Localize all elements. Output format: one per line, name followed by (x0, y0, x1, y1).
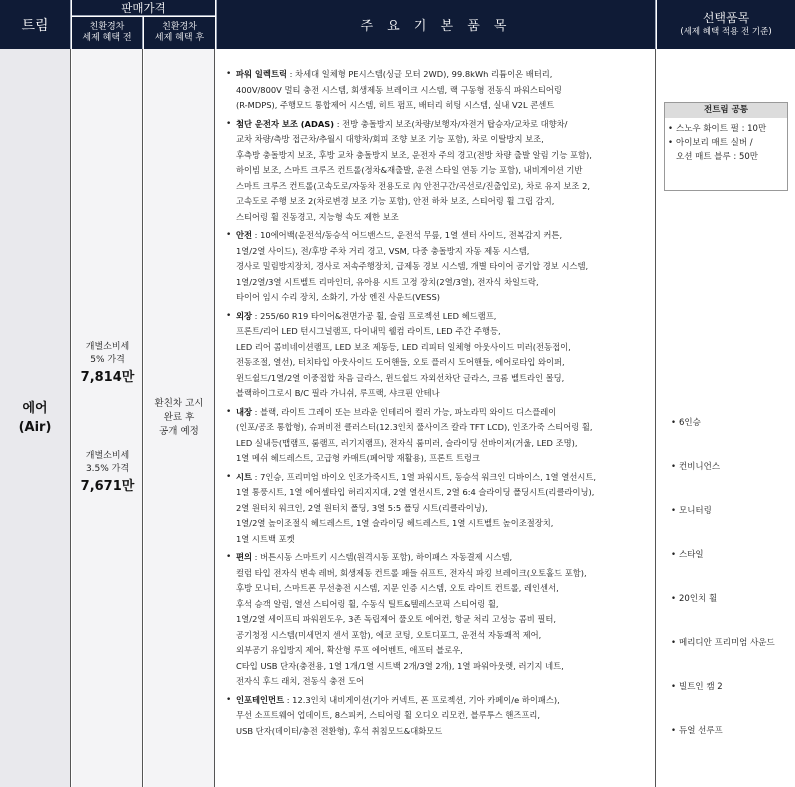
feature-line: 전동조절, 열선), 터치타입 아웃사이드 도어핸들, 오토 플러시 도어핸들, 에어로타입 와이퍼, (236, 357, 565, 367)
feature-text: : 255/60 R19 타이어&전면가공 휠, 슬림 프로젝션 LED 헤드램프, (252, 310, 497, 321)
feature-line: 프론트/리어 LED 턴시그널램프, 다이내믹 웰컴 라이트, LED 주간 주행등, (236, 326, 501, 336)
feature-category: 시트 (236, 471, 253, 482)
price-value: 7,814만 (80, 370, 135, 385)
common-options-box (664, 102, 788, 191)
feature-category: 첨단 운전자 보조 (ADAS) (236, 118, 335, 129)
feature-line: 무선 소프트웨어 업데이트, 8스피커, 스티어링 휠 오디오 리모컨, 블루투스 핸즈프리, (236, 710, 541, 720)
options-header-title: 선택품목 (702, 11, 750, 25)
price-before-header-line: 세제 혜택 전 (82, 33, 132, 43)
feature-line: 1열/2열/3열 시트벨트 리마인더, 유아용 시트 고정 장치(2열/3열), 전자식 차일드락, (236, 276, 539, 287)
price-after-header-line: 친환경차 (162, 22, 197, 32)
price-before-header-line: 친환경차 (89, 22, 125, 32)
feature-text: : 전방 충돌방지 보조(차량/보행자/자전거 탑승자/교차로 대향차/ (334, 118, 568, 129)
common-option-item (668, 122, 787, 136)
price-label: 5% 가격 (90, 355, 125, 365)
common-option-line: 오션 매트 블루 : 50만 (676, 152, 758, 162)
price-label: 3.5% 가격 (85, 464, 130, 474)
feature-line: 윈드쉴드/1열/2열 이중접합 차음 글라스, 윈드쉴드 자외선차단 글라스, 크롬 벨트라인 몰딩, (236, 372, 565, 383)
main-items-list (225, 67, 653, 742)
feature-line (236, 67, 653, 83)
common-option-line: • 스노우 화이트 펄 : 10만 (676, 124, 767, 134)
feature-line: 스마트 크루즈 컨트롤(고속도로/자동차 전용도로 內 안전구간/곡선로/진출입로), 차로 유지 보조 2, (236, 180, 590, 191)
price-after-line: 환친차 고시 (154, 398, 204, 409)
feature-line: 1열 시트백 포켓 (236, 533, 295, 544)
options-header-subtitle: (세제 혜택 적용 전 기준) (680, 27, 772, 37)
price-3-5pct (72, 450, 143, 497)
price-after-cell (144, 49, 215, 787)
feature-category: 내장 (236, 406, 253, 417)
price-header (72, 0, 215, 16)
feature-line: LED 리어 콤비네이션램프, LED 보조 제동등, LED 리피터 일체형 아웃사이드 미러(전동접이, (236, 341, 571, 352)
feature-category: 인포테인먼트 (236, 694, 285, 705)
feature-line (236, 228, 653, 244)
common-option-item (668, 136, 787, 164)
common-option-line: • 아이보리 매트 실버 / (676, 138, 753, 148)
feature-line: 1열 통풍시트, 1열 에어셀타입 허리지지대, 2열 열선시트, 2열 6:4 슬라이딩 폴딩시트(리클라이닝), (236, 487, 595, 497)
option-package-item: • 6인승 (671, 417, 701, 429)
feature-line: 공기청정 시스템(미세먼지 센서 포함), 에코 코팅, 오토디포그, 운전석 자동쾌적 제어, (236, 629, 542, 640)
feature-text: : 7인승, 프리미엄 바이오 인조가죽시트, 1열 파워시트, 동승석 워크인 디바이스, 1열 열선시트, (252, 471, 597, 482)
feature-item (225, 405, 653, 467)
price-after-header (144, 17, 215, 49)
feature-text: : 10에어백(운전석/동승석 어드밴스드, 운전석 무릎, 1열 센터 사이드, 전복감지 커튼, (252, 230, 563, 240)
feature-line: 경사로 밀림방지장치, 경사로 저속주행장치, 급제동 경보 시스템, 개별 타이어 공기압 경보 시스템, (236, 261, 589, 271)
common-options-list (665, 118, 787, 164)
feature-category: 외장 (236, 310, 253, 321)
price-after-line: 공개 예정 (159, 426, 199, 437)
trim-cell (0, 49, 71, 787)
feature-line: 교차 차량/측방 접근차/추월시 대향차/회피 조향 보조 기능 포함), 차로 이탈방지 보조, (236, 134, 544, 144)
option-package-item: • 20인치 휠 (671, 593, 717, 605)
price-before-cell (72, 49, 143, 787)
feature-line: 2열 원터치 워크인, 2열 원터치 폴딩, 3열 5:5 폴딩 시트(리클라이닝), (236, 502, 488, 513)
feature-line: (R-MDPS), 주행모드 통합제어 시스템, 히트 펌프, 배터리 히팅 시스템, 실내 V2L 콘센트 (236, 100, 555, 110)
price-label: 개별소비세 (85, 342, 130, 352)
main-items-cell (216, 49, 656, 787)
feature-item (225, 228, 653, 306)
feature-line (236, 550, 653, 566)
feature-item (225, 67, 653, 114)
feature-line: 외부공기 유입방지 제어, 확산형 루프 에어벤트, 애프터 블로우, (236, 645, 463, 655)
price-value: 7,671만 (80, 479, 135, 494)
feature-text: : 블랙, 라이트 그레이 또는 브라운 인테리어 컬러 가능, 파노라믹 와이드 디스플레이 (252, 406, 557, 417)
trim-name: 에어 (22, 401, 48, 416)
trim-name-en: (Air) (18, 420, 52, 435)
feature-line (236, 405, 653, 421)
feature-line: 1열/2열 높이조절식 헤드레스트, 1열 슬라이딩 헤드레스트, 1열 시트벨트 높이조절장치, (236, 518, 554, 528)
feature-line: 타이어 임시 수리 장치, 소화기, 가상 엔진 사운드(VESS) (236, 292, 440, 302)
option-package-item: • 모니터링 (671, 505, 712, 517)
feature-line: (인포/공조 통합형), 슈퍼비전 클러스터(12.3인치 풀사이즈 칼라 TFT LCD), 인조가죽 스티어링 휠, (236, 422, 593, 432)
feature-item (225, 309, 653, 402)
price-after-line: 완료 후 (163, 412, 195, 423)
feature-line: C타입 USB 단자(충전용, 1열 1개/1열 시트백 2개/3열 2개), 1열 파워아웃렛, 러기지 네트, (236, 660, 564, 671)
feature-line: 1열/2열 사이드), 전/후방 주차 거리 경고, VSM, 다중 충돌방지 자동 제동 시스템, (236, 245, 530, 256)
price-header-label: 판매가격 (121, 0, 166, 15)
option-package-item: • 컨비니언스 (671, 461, 720, 473)
feature-category: 편의 (236, 552, 253, 562)
price-after-header-line: 세제 혜택 후 (154, 33, 205, 43)
feature-line: 후측방 충돌방지 보조, 후방 교차 충돌방지 보조, 운전자 주의 경고(전방 차량 출발 알림 기능 포함), (236, 149, 592, 160)
price-before-header (72, 17, 143, 49)
options-cell (657, 49, 795, 787)
price-5pct (72, 341, 143, 388)
feature-line: 컬럼 타입 전자식 변속 레버, 회생제동 컨트롤 패들 쉬프트, 전자식 파킹 브레이크(오토홀드 포함), (236, 567, 587, 578)
feature-text: : 차세대 일체형 PE시스템(싱글 모터 2WD), 99.8kWh 리튬이온 배터리, (286, 69, 553, 79)
feature-text: : 버튼시동 스마트키 시스템(원격시동 포함), 하이패스 자동결제 시스템, (252, 552, 513, 562)
feature-line (236, 117, 653, 133)
feature-line: 스티어링 휠 진동경고, 지능형 속도 제한 보조 (236, 211, 399, 222)
feature-line (236, 470, 653, 486)
feature-line: 고속도로 주행 보조 2(차로변경 보조 기능 포함), 안전 하차 보조, 스티어링 휠 그립 감지, (236, 196, 555, 206)
feature-line: 하이빔 보조, 스마트 크루즈 컨트롤(정차&재출발, 운전 스타일 연동 기능 포함), 내비게이션 기반 (236, 165, 583, 175)
feature-line: 전자식 후드 래치, 전동식 충전 도어 (236, 676, 365, 686)
option-package-item: • 스타일 (671, 549, 704, 561)
feature-line (236, 693, 653, 709)
options-header (657, 0, 795, 49)
feature-category: 안전 (236, 230, 253, 240)
feature-item (225, 117, 653, 226)
option-package-item: • 메리디안 프리미엄 사운드 (671, 637, 775, 649)
feature-line: USB 단자(데이터/충전 전환형), 후석 취침모드&대화모드 (236, 725, 443, 736)
feature-line (236, 309, 653, 325)
option-package-item: • 빌트인 캠 2 (671, 681, 723, 693)
main-items-header (216, 0, 656, 49)
feature-line: 1열/2열 세이프티 파워윈도우, 3존 독립제어 풀오토 에어컨, 항균 처리 고성능 콤비 필터, (236, 614, 557, 624)
feature-text: : 12.3인치 내비게이션(기아 커넥트, 폰 프로젝션, 기아 카페이/e 하이패스), (284, 694, 560, 705)
feature-item (225, 550, 653, 690)
feature-item (225, 470, 653, 548)
common-options-title: 전트림 공통 (665, 103, 787, 118)
trim-header-label: 트림 (21, 17, 49, 34)
feature-line: 1열 메쉬 헤드레스트, 고급형 카매트(페어망 재활용), 프론트 트렁크 (236, 453, 480, 463)
feature-line: 400V/800V 멀티 충전 시스템, 회생제동 브레이크 시스템, 랙 구동형 전동식 파워스티어링 (236, 84, 562, 95)
main-items-header-label: 주 요 기 본 품 목 (360, 19, 512, 34)
option-package-item: • 듀얼 선루프 (671, 725, 723, 737)
feature-category: 파워 일렉트릭 (236, 69, 287, 79)
trim-header (0, 0, 71, 49)
feature-line: LED 실내등(맵램프, 룸램프, 러기지램프), 전자식 룸미러, 슬라이딩 선바이저(거울, LED 조명), (236, 437, 578, 448)
feature-line: 후방 모니터, 스마트폰 무선충전 시스템, 지문 인증 시스템, 오토 라이트 컨트롤, 레인센서, (236, 583, 559, 593)
price-label: 개별소비세 (85, 451, 130, 461)
feature-item (225, 693, 653, 740)
feature-line: 후석 승객 알림, 열선 스티어링 휠, 수동식 틸트&텔레스코픽 스티어링 휠, (236, 598, 499, 609)
feature-line: 블랙하이그로시 B/C 필라 가니쉬, 루프랙, 샤크핀 안테나 (236, 388, 440, 398)
